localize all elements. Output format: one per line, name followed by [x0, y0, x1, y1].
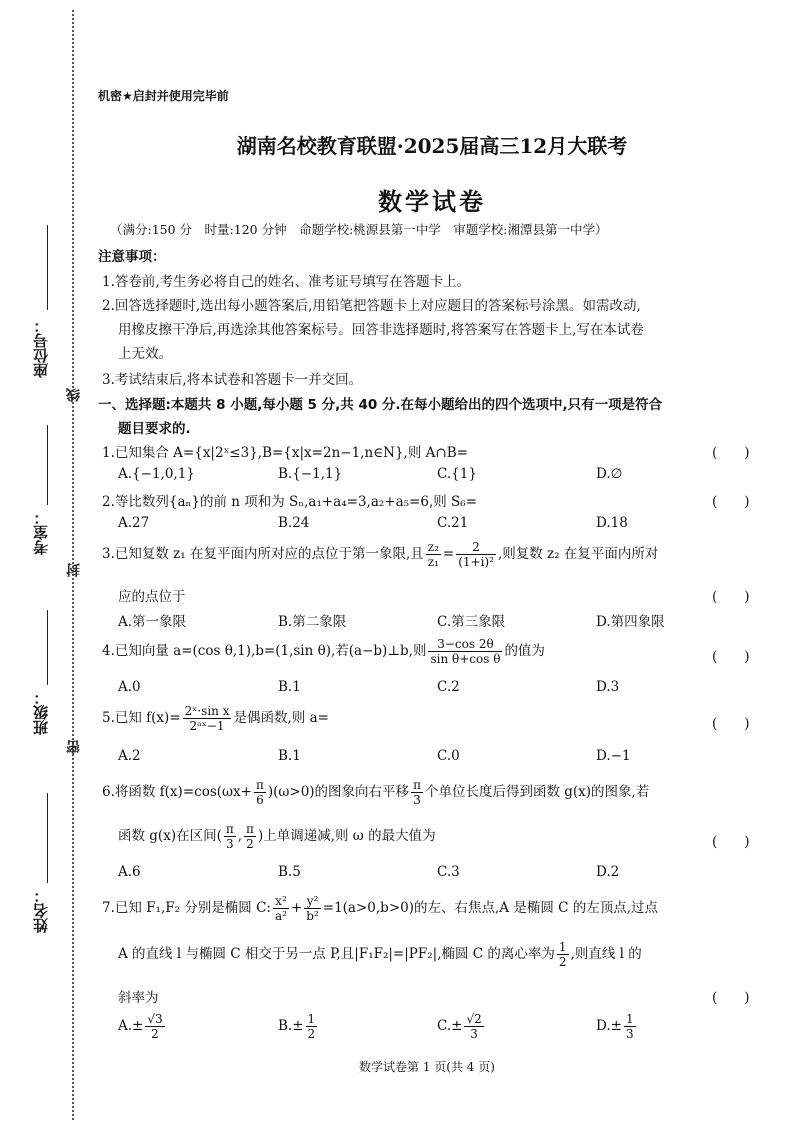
question-7-stem-end: 斜率为: [118, 990, 159, 1006]
note-2: 2.回答选择题时,选出每小题答案后,用铅笔把答题卡上对应题目的答案标号涂黑。如需改动,: [102, 298, 641, 314]
q7-option-c: C.± $\frac{√2}{3}$: [437, 1012, 482, 1041]
q1-option-d: D.∅: [596, 466, 623, 482]
q3-option-c: C.第三象限: [437, 614, 506, 630]
q7-option-a: A.± $\frac{√3}{2}$: [118, 1012, 163, 1041]
question-3-stem-cont: 应的点位于: [118, 589, 186, 605]
q6-option-b: B.5: [278, 864, 301, 880]
note-2-end: 上无效。: [118, 346, 172, 362]
q1-option-b: B.{−1,1}: [278, 466, 343, 482]
subject-title: 数学试卷: [378, 187, 486, 216]
question-7-stem: 7.已知 F₁,F₂ 分别是椭圆 C: $\frac{\text{x²}}{\text{a²}}$ + $\frac{\text{y²}}{\text{b²}}$ =1(a>0,b>0)的左、右焦点,A 是椭圆 C 的左顶点,过点: [102, 894, 659, 923]
name-field[interactable]: [47, 793, 48, 883]
q6-option-a: A.6: [118, 864, 141, 880]
q6-option-d: D.2: [596, 864, 620, 880]
q3-fraction-z: $\frac{\text{z₂}}{\text{z₁}}$: [427, 540, 439, 569]
q7-option-d: D.± $\frac{1}{3}$: [596, 1012, 634, 1041]
q4-option-a: A.0: [118, 679, 141, 695]
q2-option-c: C.21: [437, 515, 469, 531]
q4-fraction: $\frac{3-\cos 2\theta}{\text{sin θ+cos θ}}$: [430, 637, 501, 666]
note-2-cont: 用橡皮擦干净后,再选涂其他答案标号。回答非选择题时,将答案写在答题卡上,写在本试卷: [118, 322, 644, 338]
q5-option-c: C.0: [437, 748, 460, 764]
seal-word-secret: 密: [66, 740, 82, 754]
room-label: 考室：: [32, 510, 50, 555]
q1-option-c: C.{1}: [437, 466, 477, 482]
room-field[interactable]: [47, 425, 48, 505]
q3-option-b: B.第二象限: [278, 614, 347, 630]
section-heading: 一、选择题:本题共 8 小题,每小题 5 分,共 40 分.在每小题给出的四个选项中,只有一项是符合: [98, 397, 663, 413]
answer-paren-2[interactable]: ( ): [712, 494, 750, 510]
q7-option-b: B.± $\frac{1}{2}$: [278, 1012, 316, 1041]
answer-paren-3[interactable]: ( ): [712, 589, 750, 605]
q1-option-a: A.{−1,0,1}: [118, 466, 195, 482]
answer-paren-4[interactable]: ( ): [712, 649, 750, 665]
question-3-stem: 3.已知复数 z₁ 在复平面内所对应的点位于第一象限,且 $\frac{\text{z₂}}{\text{z₁}}$ = $\frac{2}{\text{(1+i)²}}$ ,则复数 z₂ 在复平面内所对: [102, 540, 659, 569]
question-5-stem: 5.已知 f(x)= $\frac{\text{2ˣ·sin x}}{\text{2ᵃˣ−1}}$ 是偶函数,则 a=: [102, 704, 329, 733]
q4-option-b: B.1: [278, 679, 301, 695]
question-1-stem: 1.已知集合 A={x|2ˣ≤3},B={x|x=2n−1,n∈N},则 A∩B=: [102, 445, 468, 461]
question-7-stem-cont: A 的直线 l 与椭圆 C 相交于另一点 P,且|F₁F₂|=|PF₂|,椭圆 C 的离心率为 $\frac{1}{2}$ ,则直线 l 的: [118, 940, 642, 969]
q5-option-d: D.−1: [596, 748, 631, 764]
exam-info: （满分:150 分 时量:120 分钟 命题学校:桃源县第一中学 审题学校:湘潭县第一中学）: [110, 222, 608, 237]
seal-word-seal: 封: [66, 563, 82, 577]
name-label: 姓名：: [32, 888, 50, 933]
q5-option-a: A.2: [118, 748, 141, 764]
q2-option-a: A.27: [118, 515, 150, 531]
note-3: 3.考试结束后,将本试卷和答题卡一并交回。: [102, 372, 363, 388]
q3-stem-b: ,则复数 z₂ 在复平面内所对: [497, 546, 659, 562]
question-2-stem: 2.等比数列{aₙ}的前 n 项和为 Sₙ,a₁+a₄=3,a₂+a₅=6,则 S₆=: [102, 494, 478, 510]
answer-paren-1[interactable]: ( ): [712, 445, 750, 461]
q2-option-d: D.18: [596, 515, 628, 531]
page-footer: 数学试卷第 1 页(共 4 页): [359, 1060, 495, 1074]
q6-option-c: C.3: [437, 864, 460, 880]
seat-field[interactable]: [47, 225, 48, 310]
seat-label: 座位号：: [32, 318, 50, 378]
q3-stem-a: 3.已知复数 z₁ 在复平面内所对应的点位于第一象限,且: [102, 546, 424, 562]
exam-title: 湖南名校教育联盟·2025届高三12月大联考: [236, 134, 628, 158]
q5-fraction: $\frac{\text{2ˣ·sin x}}{\text{2ᵃˣ−1}}$: [184, 704, 230, 733]
answer-paren-5[interactable]: ( ): [712, 716, 750, 732]
answer-paren-6[interactable]: ( ): [712, 834, 750, 850]
section-heading-cont: 题目要求的.: [118, 421, 191, 437]
q3-fraction-const: $\frac{2}{\text{(1+i)²}}$: [458, 540, 494, 569]
class-field[interactable]: [47, 610, 48, 685]
q3-option-a: A.第一象限: [118, 614, 187, 630]
question-4-stem: 4.已知向量 a=(cos θ,1),b=(1,sin θ),若(a−b)⊥b,则 $\frac{3-\cos 2\theta}{\text{sin θ+cos θ}}$ 的值为: [102, 637, 545, 666]
q2-option-b: B.24: [278, 515, 310, 531]
question-6-stem: 6.将函数 f(x)=cos(ωx+ $\frac{\pi}{6}$ )(ω>0)的图象向右平移 $\frac{\pi}{3}$ 个单位长度后得到函数 g(x)的图象,若: [102, 778, 650, 807]
q5-option-b: B.1: [278, 748, 301, 764]
notes-title: 注意事项：: [98, 249, 166, 265]
class-label: 班级：: [32, 690, 50, 735]
q3-option-d: D.第四象限: [596, 614, 665, 630]
answer-paren-7[interactable]: ( ): [712, 990, 750, 1006]
question-6-stem-cont: 函数 g(x)在区间( $\frac{\pi}{3}$ , $\frac{\pi}{2}$ )上单调递减,则 ω 的最大值为: [118, 822, 436, 851]
seal-word-line: 线: [66, 388, 82, 402]
q4-option-c: C.2: [437, 679, 460, 695]
q4-option-d: D.3: [596, 679, 620, 695]
confidential-note: 机密★启封并使用完毕前: [98, 89, 229, 103]
note-1: 1.答卷前,考生务必将自己的姓名、准考证号填写在答题卡上。: [102, 274, 471, 290]
